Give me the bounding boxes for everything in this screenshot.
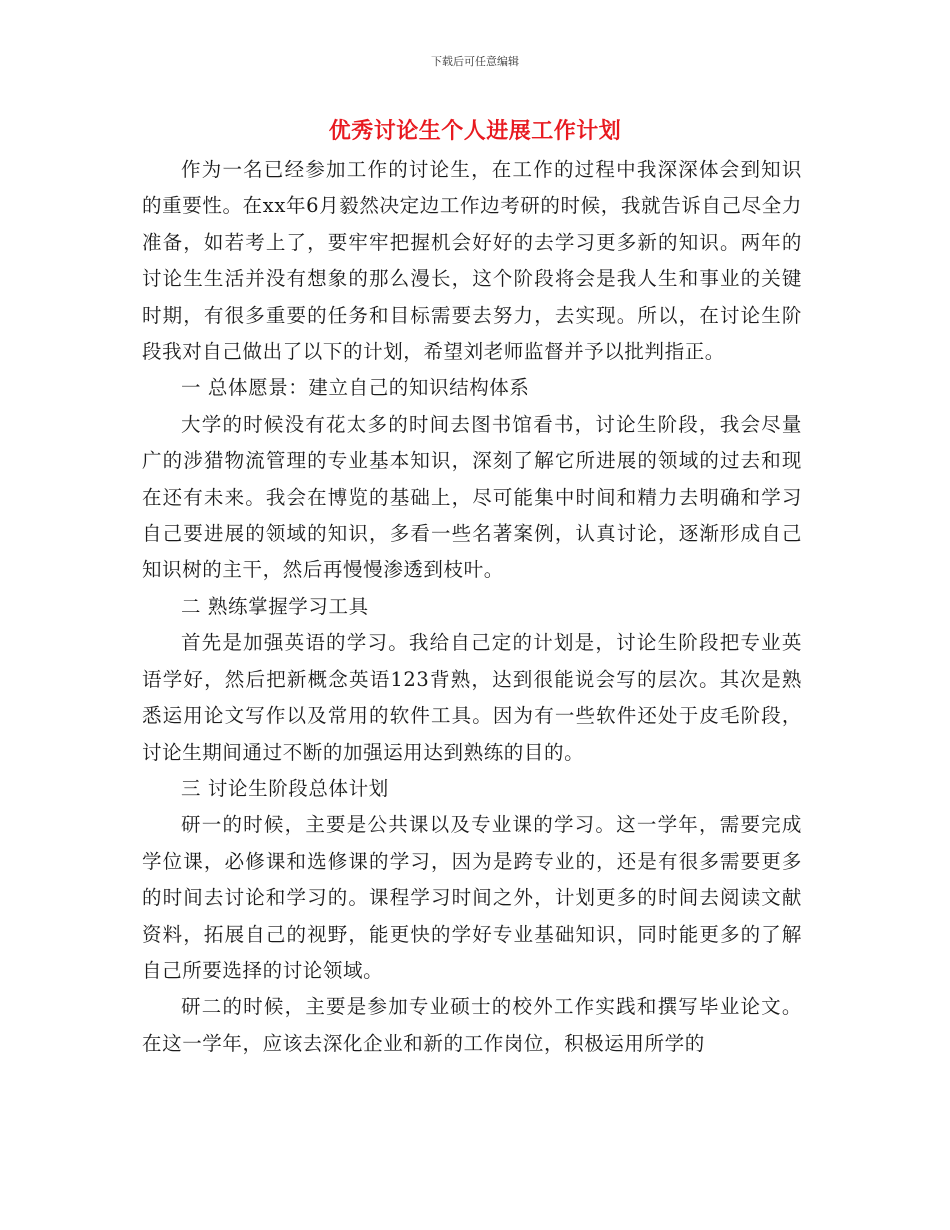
- paragraph-year-one: 研一的时候，主要是公共课以及专业课的学习。这一学年，需要完成学位课，必修课和选修课的学习，因为是跨专业的，还是有很多需要更多的时间去讨论和学习的。课程学习时间之外，计划更多的时间去阅读文献资料，拓展自己的视野，能更快的学好专业基础知识，同时能更多的了解自己所要选择的讨论领域。: [142, 813, 802, 982]
- section-heading-2: 二 熟练掌握学习工具: [181, 594, 369, 618]
- page-header: 下载后可任意编辑: [431, 55, 519, 68]
- paragraph-intro: 作为一名已经参加工作的讨论生，在工作的过程中我深深体会到知识的重要性。在xx年6月毅然决定边工作边考研的时候，我就告诉自己尽全力准备，如若考上了，要牢牢把握机会好好的去学习更多新的知识。两年的讨论生生活并没有想象的那么漫长，这个阶段将会是我人生和事业的关键时期，有很多重要的任务和目标需要去努力，去实现。所以，在讨论生阶段我对自己做出了以下的计划，希望刘老师监督并予以批判指正。: [142, 158, 802, 364]
- section-heading-3: 三 讨论生阶段总体计划: [181, 776, 389, 800]
- paragraph-section-1: 大学的时候没有花太多的时间去图书馆看书，讨论生阶段，我会尽量广的涉猎物流管理的专业基本知识，深刻了解它所进展的领域的过去和现在还有未来。我会在博览的基础上，尽可能集中时间和精力去明确和学习自己要进展的领域的知识，多看一些名著案例，认真讨论，逐渐形成自己知识树的主干，然后再慢慢渗透到枝叶。: [142, 412, 802, 582]
- section-heading-1: 一 总体愿景：建立自己的知识结构体系: [181, 376, 530, 400]
- document-body: [142, 152, 802, 1062]
- document-title: 优秀讨论生个人进展工作计划: [328, 119, 622, 144]
- paragraph-year-two: 研二的时候，主要是参加专业硕士的校外工作实践和撰写毕业论文。在这一学年，应该去深化企业和新的工作岗位，积极运用所学的: [142, 995, 802, 1055]
- paragraph-section-2: 首先是加强英语的学习。我给自己定的计划是，讨论生阶段把专业英语学好，然后把新概念英语123背熟，达到很能说会写的层次。其次是熟悉运用论文写作以及常用的软件工具。因为有一些软件还处于皮毛阶段，讨论生期间通过不断的加强运用达到熟练的目的。: [142, 631, 802, 764]
